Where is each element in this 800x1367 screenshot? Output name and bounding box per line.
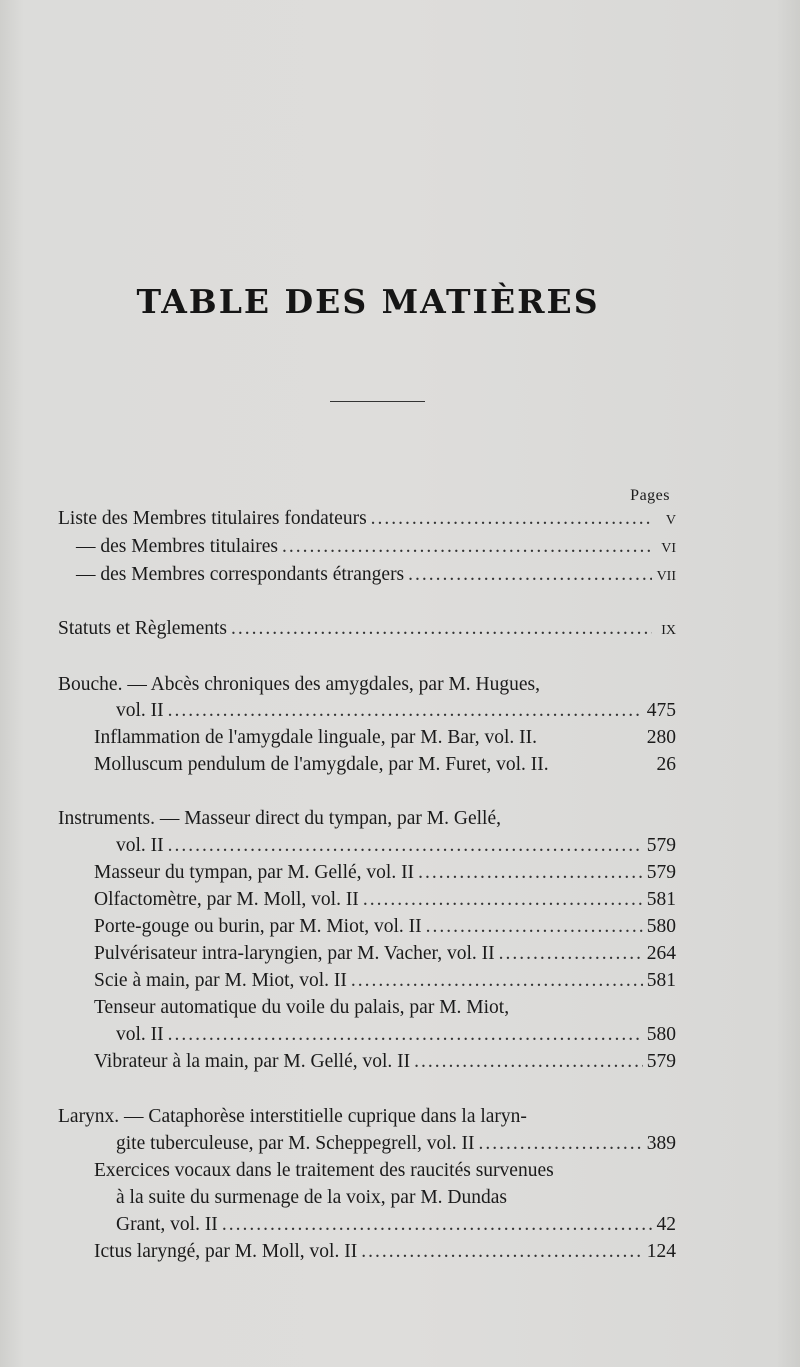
leader-dots <box>408 564 652 586</box>
toc-entry-label: Molluscum pendulum de l'amygdale, par M. Furet, vol. II. <box>94 754 549 775</box>
toc-entry-page: 580 <box>646 916 676 937</box>
toc-entry[interactable] <box>94 754 676 780</box>
toc-entry-label: à la suite du surmenage de la voix, par M. Dundas <box>116 1187 507 1208</box>
toc-entry-label: Ictus laryngé, par M. Moll, vol. II <box>94 1241 358 1262</box>
toc-entry[interactable] <box>94 997 676 1023</box>
leader-dots <box>361 1241 643 1263</box>
toc-section-label: Bouche. — Abcès chroniques des amygdales, par M. Hugues, <box>58 674 540 695</box>
toc-entry[interactable] <box>94 1160 676 1186</box>
toc-entry-page: 581 <box>646 970 676 991</box>
leader-dots <box>168 700 643 722</box>
toc-entry[interactable] <box>94 889 676 915</box>
leader-dots <box>168 835 643 857</box>
leader-dots <box>371 508 652 530</box>
toc-entry-label: Statuts et Règlements <box>58 618 227 639</box>
toc-entry-label: Olfactomètre, par M. Moll, vol. II <box>94 889 359 910</box>
toc-entry[interactable] <box>116 1133 676 1159</box>
toc-entry-page: 580 <box>646 1024 676 1045</box>
toc-entry-page: v <box>665 508 676 529</box>
toc-entry[interactable] <box>116 1214 676 1240</box>
toc-entry[interactable] <box>58 618 676 644</box>
toc-entry-page: 264 <box>646 943 676 964</box>
toc-entry-page: vii <box>656 564 676 585</box>
bleed-through-decoration <box>110 150 115 171</box>
toc-entry-page: 475 <box>646 700 676 721</box>
toc-entry[interactable] <box>58 536 676 562</box>
toc-entry-page: vi <box>661 536 676 557</box>
pages-column-label: Pages <box>630 487 670 504</box>
toc-entry[interactable] <box>116 1024 676 1050</box>
toc-entry-page: 581 <box>646 889 676 910</box>
toc-entry[interactable] <box>94 727 676 753</box>
leader-dots <box>231 618 652 640</box>
toc-entry-label: gite tuberculeuse, par M. Scheppegrell, vol. II <box>116 1133 475 1154</box>
leader-dots <box>499 943 643 965</box>
toc-entry-label: Vibrateur à la main, par M. Gellé, vol. II <box>94 1051 411 1072</box>
toc-entry-label: vol. II <box>116 835 164 856</box>
toc-entry-page: 26 <box>656 754 676 775</box>
toc-entry-page: 579 <box>646 835 676 856</box>
toc-entry-page: ix <box>661 618 676 639</box>
toc-section-label: Larynx. — Cataphorèse interstitielle cuprique dans la laryn- <box>58 1106 527 1127</box>
toc-entry-page: 42 <box>656 1214 676 1235</box>
toc-section-label: Instruments. — Masseur direct du tympan, par M. Gellé, <box>58 808 501 829</box>
toc-entry-label: Porte-gouge ou burin, par M. Miot, vol. II <box>94 916 422 937</box>
toc-section-heading[interactable] <box>58 808 676 834</box>
toc-entry-label: Scie à main, par M. Miot, vol. II <box>94 970 347 991</box>
toc-entry-label: vol. II <box>116 700 164 721</box>
toc-entry-label: — des Membres correspondants étrangers <box>76 564 405 585</box>
toc-entry[interactable] <box>94 1241 676 1267</box>
toc-entry[interactable] <box>94 862 676 888</box>
toc-entry[interactable] <box>94 1051 676 1077</box>
page-title: TABLE DES MATIÈRES <box>136 282 600 321</box>
toc-entry-label: Liste des Membres titulaires fondateurs <box>58 508 367 529</box>
leader-dots <box>168 1024 643 1046</box>
title-rule <box>330 401 425 402</box>
leader-dots <box>414 1051 643 1073</box>
toc-entry-label: vol. II <box>116 1024 164 1045</box>
toc-entry-continuation <box>116 1187 676 1213</box>
toc-section-heading[interactable] <box>58 1106 676 1132</box>
leader-dots <box>426 916 643 938</box>
toc-entry[interactable] <box>94 916 676 942</box>
toc-entry-label: Inflammation de l'amygdale linguale, par M. Bar, vol. II. <box>94 727 537 748</box>
toc-entry-page: 280 <box>646 727 676 748</box>
leader-dots <box>418 862 643 884</box>
toc-entry[interactable] <box>58 508 676 534</box>
toc-entry[interactable] <box>58 564 676 590</box>
toc-section-heading[interactable] <box>58 674 676 700</box>
toc-entry[interactable] <box>116 700 676 726</box>
toc-entry-page: 124 <box>646 1241 676 1262</box>
toc-entry-page: 579 <box>646 862 676 883</box>
leader-dots <box>222 1214 652 1236</box>
toc-entry-label: Tenseur automatique du voile du palais, par M. Miot, <box>94 997 510 1018</box>
leader-dots <box>351 970 643 992</box>
toc-entry-label: Exercices vocaux dans le traitement des raucités survenues <box>94 1160 554 1181</box>
toc-entry[interactable] <box>94 943 676 969</box>
toc-entry-label: — des Membres titulaires <box>76 536 278 557</box>
toc-entry[interactable] <box>116 835 676 861</box>
toc-entry-label: Pulvérisateur intra-laryngien, par M. Vacher, vol. II <box>94 943 495 964</box>
leader-dots <box>363 889 643 911</box>
leader-dots <box>282 536 652 558</box>
leader-dots <box>478 1133 642 1155</box>
toc-entry-label: Masseur du tympan, par M. Gellé, vol. II <box>94 862 415 883</box>
toc-entry-label: Grant, vol. II <box>116 1214 218 1235</box>
toc-entry-page: 579 <box>646 1051 676 1072</box>
toc-entry-page: 389 <box>646 1133 676 1154</box>
toc-entry[interactable] <box>94 970 676 996</box>
